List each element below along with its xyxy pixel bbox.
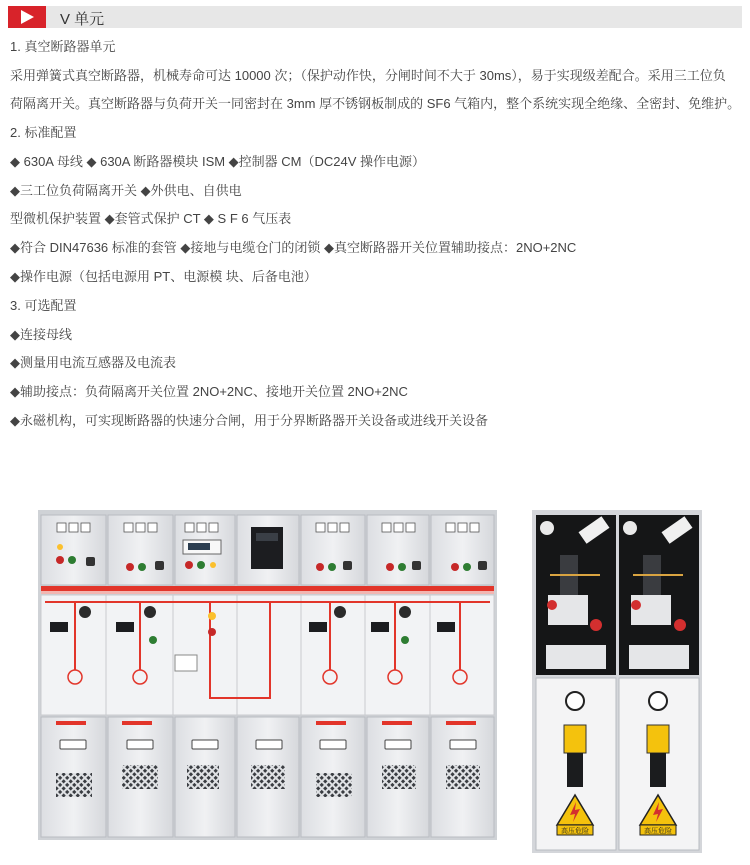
list-item: ◆辅助接点：负荷隔离开关位置 2NO+2NC、接地开关位置 2NO+2NC bbox=[10, 384, 408, 399]
list-item: ◆操作电源（包括电源用 PT、电源模 块、后备电池） bbox=[10, 269, 317, 284]
list-item: ◆永磁机构，可实现断路器的快速分合闸，用于分界断路器开关设备或进线开关设备 bbox=[10, 413, 488, 428]
section-header bbox=[8, 6, 742, 28]
subsection-title: 1. 真空断路器单元 bbox=[10, 39, 116, 54]
mimic-panels bbox=[41, 595, 494, 715]
list-item: ◆三工位负荷隔离开关 ◆外供电、自供电 bbox=[10, 183, 242, 198]
list-item: ◆ 630A 母线 ◆ 630A 断路器模块 ISM ◆控制器 CM（DC24V 操作电源） bbox=[10, 154, 426, 169]
list-item: ◆符合 DIN47636 标准的套管 ◆接地与电缆仓门的闭锁 ◆真空断路器开关位置辅助接点：2NO+2NC bbox=[10, 240, 577, 255]
open-panel-photo bbox=[532, 510, 702, 853]
product-photos bbox=[0, 495, 750, 860]
list-item: 型微机保护装置 ◆套管式保护 CT ◆ S F 6 气压表 bbox=[10, 211, 292, 226]
section-title: V 单元 bbox=[60, 11, 105, 28]
control-compartments bbox=[41, 515, 494, 585]
list-item: ◆连接母线 bbox=[10, 327, 72, 342]
paragraph-line: 荷隔离开关。真空断路器与负荷开关一同密封在 3mm 厚不锈钢板制成的 SF6 气箱内，整个系统实现全绝缘、全密封、免维护。 bbox=[10, 96, 741, 111]
play-icon bbox=[8, 6, 46, 28]
subsection-title: 3. 可选配置 bbox=[10, 298, 77, 313]
cable-compartment-doors bbox=[41, 717, 494, 837]
switchgear-photo bbox=[38, 510, 497, 840]
paragraph-line: 采用弹簧式真空断路器，机械寿命可达 10000 次；（保护动作快，分闸时间不大于 30ms），易于实现级差配合。采用三工位负 bbox=[10, 68, 726, 83]
warning-label: 高压危险 bbox=[644, 827, 672, 835]
warning-label: 高压危险 bbox=[561, 827, 589, 835]
list-item: ◆测量用电流互感器及电流表 bbox=[10, 355, 176, 370]
subsection-title: 2. 标准配置 bbox=[10, 125, 77, 140]
